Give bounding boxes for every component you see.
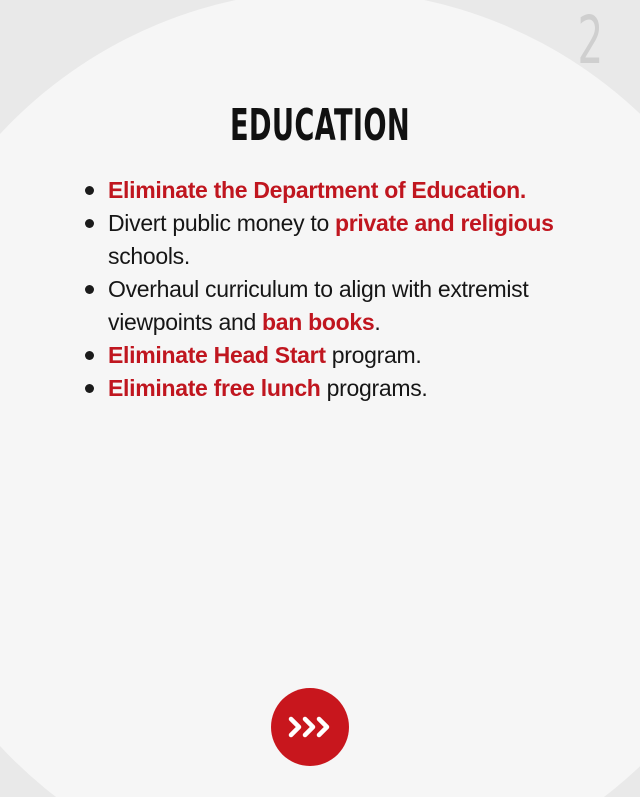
bullet-item	[84, 174, 584, 207]
page-number: 2	[577, 2, 602, 79]
bullet-item	[84, 372, 584, 405]
bullet-text: Overhaul curriculum to align with extremist viewpoints and	[108, 276, 529, 335]
triple-chevron-right-icon	[288, 715, 332, 739]
bullet-text: schools.	[108, 243, 190, 269]
bullet-text-highlight: private and religious	[335, 210, 554, 236]
bullet-text-highlight: Eliminate Head Start	[108, 342, 326, 368]
bullet-text: program.	[325, 342, 422, 368]
page-title: EDUCATION	[229, 100, 411, 151]
bullet-item	[84, 339, 584, 372]
bullet-text: Divert public money to	[108, 210, 336, 236]
bullet-text-highlight: Eliminate free lunch	[108, 375, 321, 401]
next-button[interactable]	[271, 688, 349, 766]
bullet-text: programs.	[320, 375, 428, 401]
bullet-item	[84, 207, 584, 273]
bullet-text-highlight: ban books	[262, 309, 375, 335]
bullet-item	[84, 273, 584, 339]
bullet-text-highlight: Eliminate the Department of Education.	[108, 177, 526, 203]
bullet-text: .	[374, 309, 381, 335]
bullet-list	[84, 174, 584, 405]
